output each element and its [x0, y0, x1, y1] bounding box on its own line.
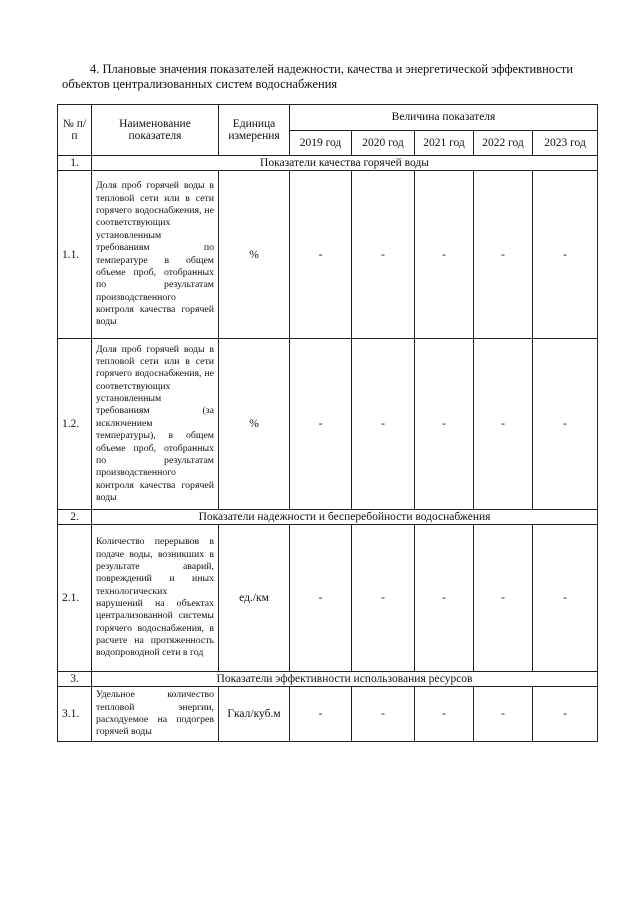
section-row	[58, 510, 598, 525]
indicator-num: 3.1.	[58, 687, 92, 742]
document-title: 4. Плановые значения показателей надежности, качества и энергетической эффективности объектов централизованных систем водоснабжения	[62, 62, 574, 91]
indicator-num: 1.1.	[58, 171, 92, 339]
indicator-value: -	[533, 339, 598, 510]
indicator-value: -	[474, 171, 533, 339]
header-unit: Единица измерения	[219, 105, 290, 156]
indicator-value: -	[533, 171, 598, 339]
section-row	[58, 156, 598, 171]
section-title: Показатели качества горячей воды	[92, 156, 598, 171]
header-year: 2020 год	[352, 130, 415, 156]
indicator-name: Доля проб горячей воды в тепловой сети или в сети горячего водоснабжения, не соответствующих установленным требованиям по температуре в общем объеме проб, отобранных по результатам производственного контроля качества горячей воды	[92, 171, 219, 339]
indicator-value: -	[290, 171, 352, 339]
indicator-name: Доля проб горячей воды в тепловой сети или в сети горячего водоснабжения, не соответствующих установленным требованиям (за исключением температуры), в общем объеме проб, отобранных по результатам производственного контроля качества горячей воды	[92, 339, 219, 510]
header-year: 2019 год	[290, 130, 352, 156]
indicator-name: Удельное количество тепловой энергии, расходуемое на подогрев горячей воды	[92, 687, 219, 742]
header-value-group: Величина показателя	[290, 105, 598, 131]
section-num: 1.	[58, 156, 92, 171]
indicator-row	[58, 687, 598, 742]
indicator-row	[58, 171, 598, 339]
indicator-row	[58, 525, 598, 672]
header-year: 2022 год	[474, 130, 533, 156]
indicator-value: -	[474, 687, 533, 742]
indicator-value: -	[290, 525, 352, 672]
indicator-value: -	[533, 687, 598, 742]
indicator-value: -	[352, 525, 415, 672]
indicator-num: 2.1.	[58, 525, 92, 672]
indicator-unit: %	[219, 339, 290, 510]
section-num: 2.	[58, 510, 92, 525]
indicator-value: -	[474, 339, 533, 510]
indicator-value: -	[415, 525, 474, 672]
indicator-value: -	[290, 339, 352, 510]
header-name: Наименование показателя	[92, 105, 219, 156]
indicator-value: -	[474, 525, 533, 672]
indicator-value: -	[352, 171, 415, 339]
indicator-unit: ед./км	[219, 525, 290, 672]
indicator-row	[58, 339, 598, 510]
indicator-unit: %	[219, 171, 290, 339]
indicator-value: -	[533, 525, 598, 672]
section-title: Показатели надежности и бесперебойности водоснабжения	[92, 510, 598, 525]
indicator-name: Количество перерывов в подаче воды, возникших в результате аварий, повреждений и иных технологических нарушений на объектах централизованной системы горячего водоснабжения, в расчете на протяженность водопроводной сети в год	[92, 525, 219, 672]
indicator-value: -	[415, 171, 474, 339]
header-year: 2023 год	[533, 130, 598, 156]
indicator-value: -	[415, 687, 474, 742]
section-row	[58, 672, 598, 687]
section-num: 3.	[58, 672, 92, 687]
header-num: № п/п	[58, 105, 92, 156]
indicator-value: -	[352, 687, 415, 742]
section-title: Показатели эффективности использования ресурсов	[92, 672, 598, 687]
indicator-value: -	[352, 339, 415, 510]
indicator-value: -	[415, 339, 474, 510]
indicator-value: -	[290, 687, 352, 742]
indicators-table	[57, 104, 598, 742]
indicator-unit: Гкал/куб.м	[219, 687, 290, 742]
header-year: 2021 год	[415, 130, 474, 156]
indicator-num: 1.2.	[58, 339, 92, 510]
